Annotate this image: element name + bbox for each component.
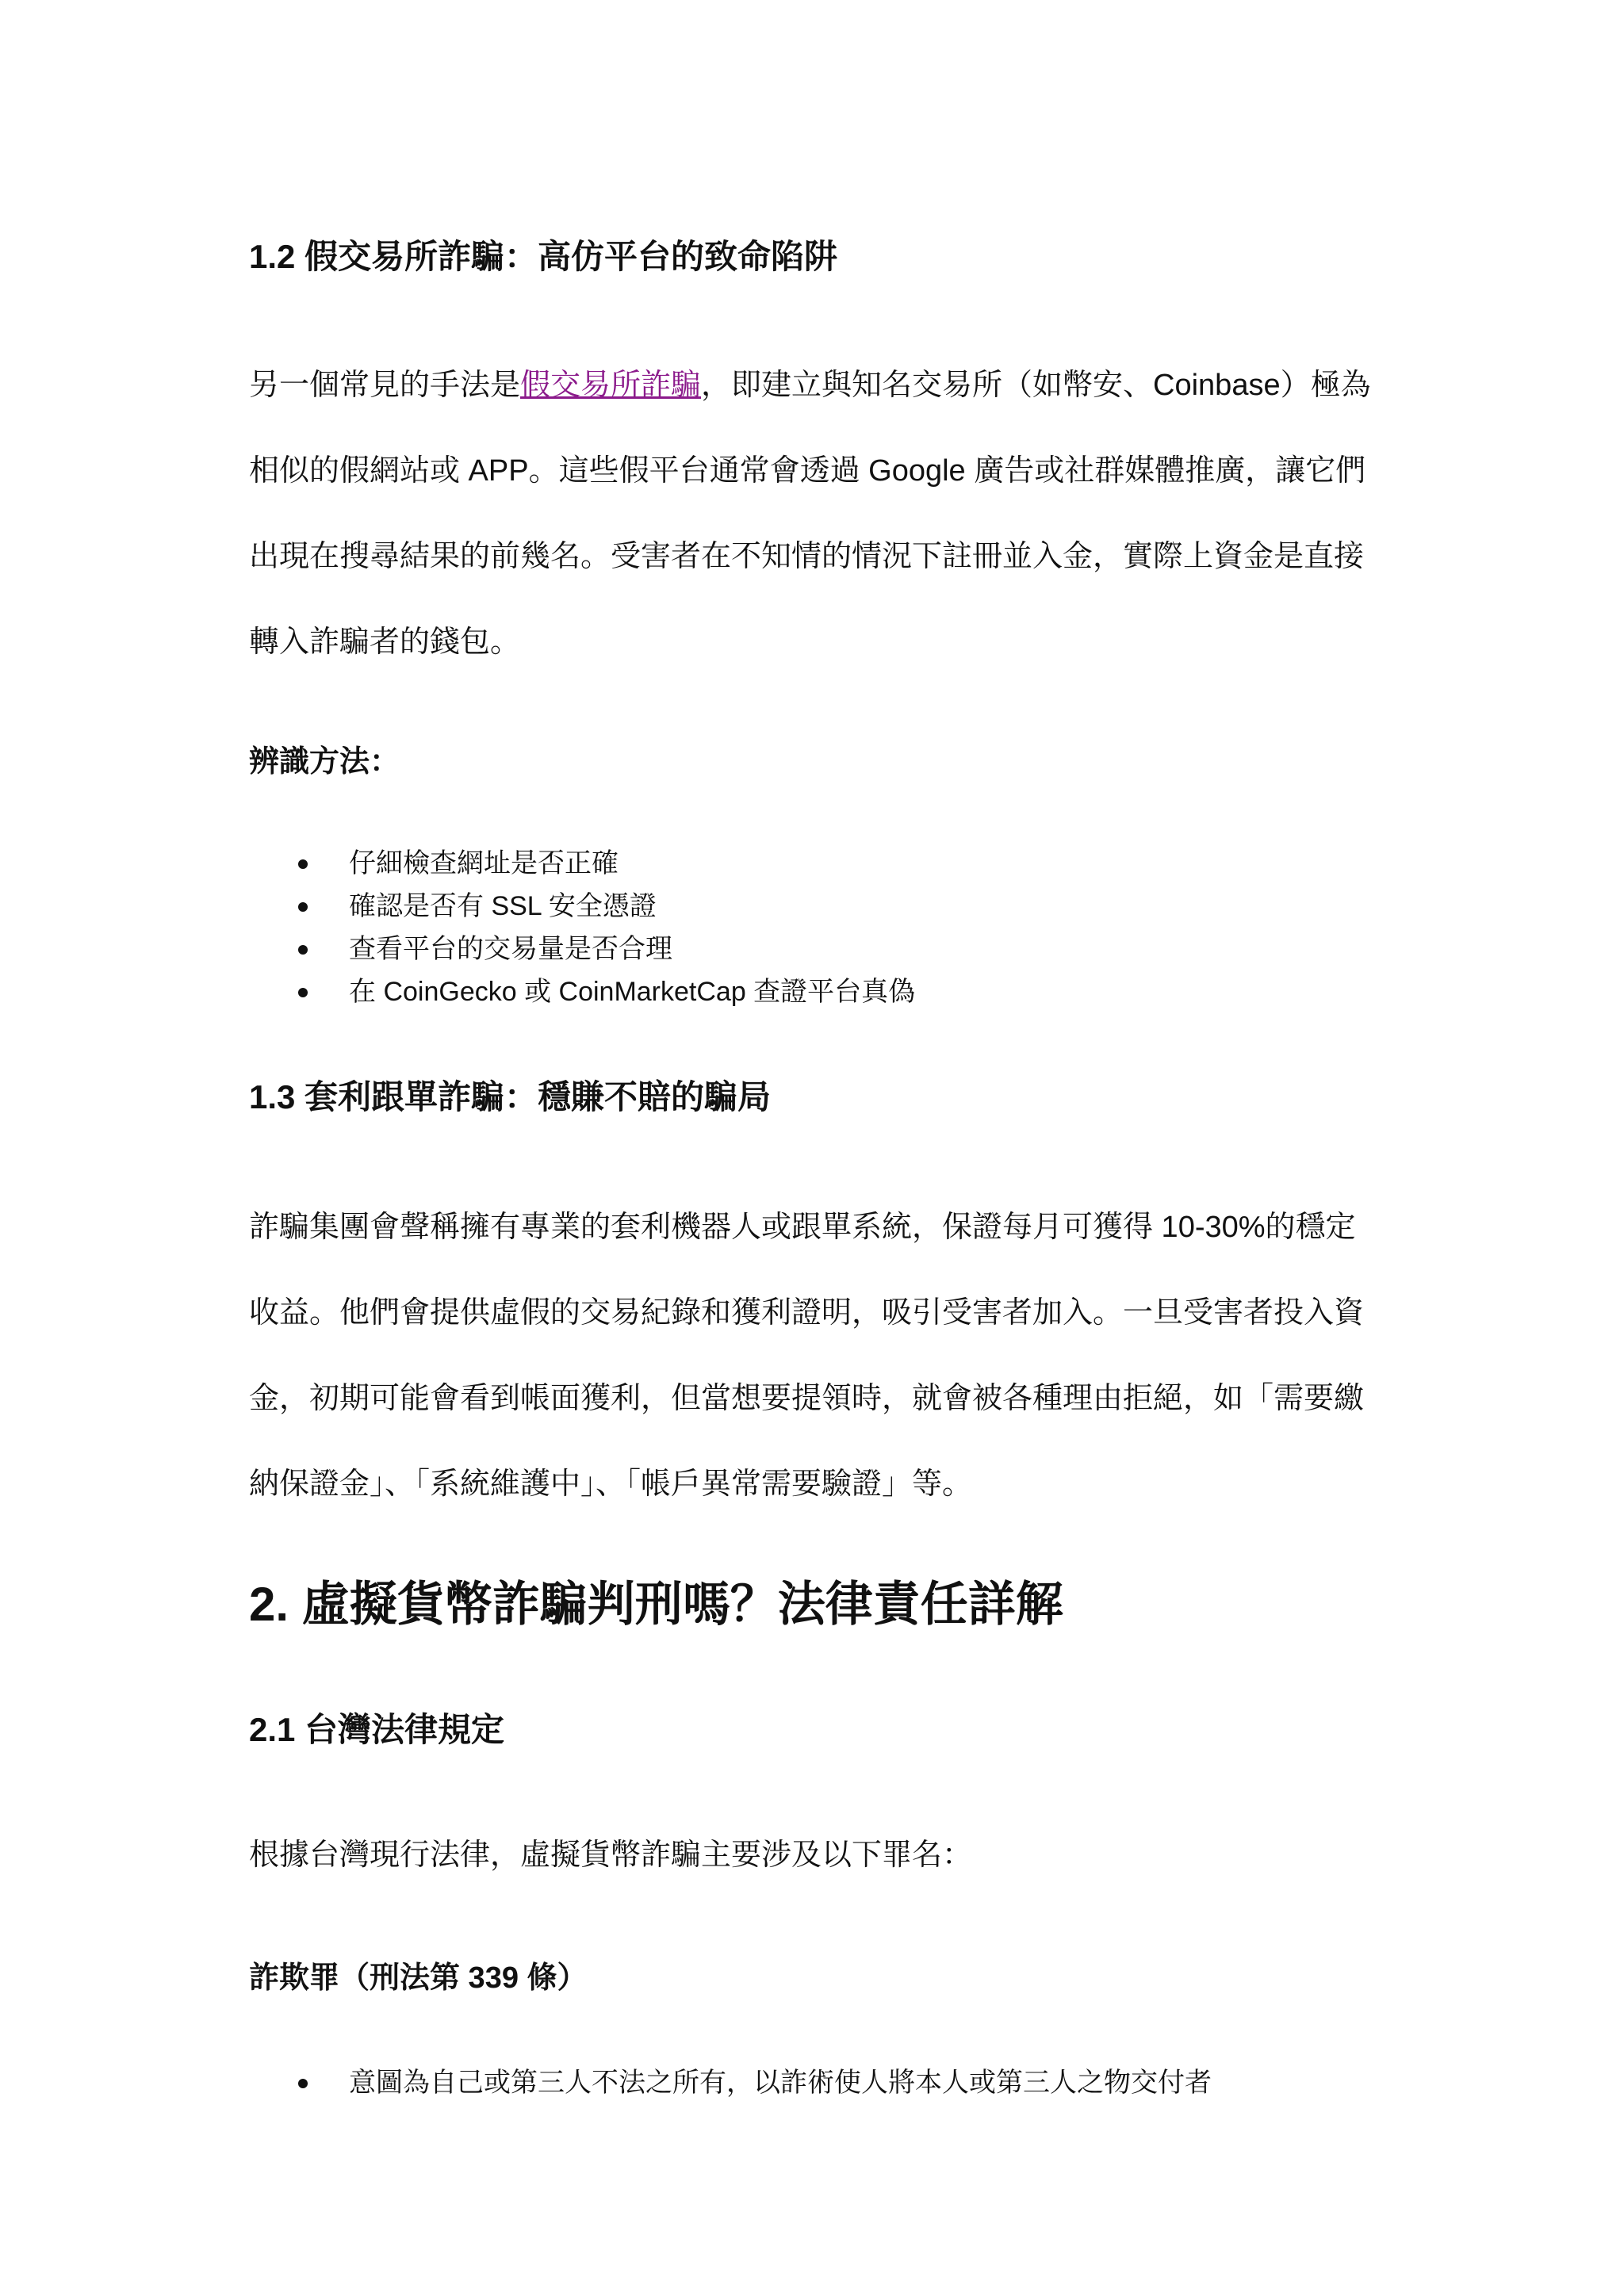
fraud-crime-list: [249, 2061, 1383, 2104]
bullet-icon: [298, 859, 308, 869]
list-item-text: 查看平台的交易量是否合理: [349, 934, 672, 964]
list-item-text: 確認是否有 SSL 安全憑證: [349, 891, 657, 921]
bullet-icon: [298, 988, 308, 997]
bullet-icon: [298, 902, 308, 912]
list-item: [249, 885, 1383, 928]
section-2-1-heading: 2.1 台灣法律規定: [249, 1711, 505, 1748]
bullet-icon: [298, 2079, 308, 2088]
section-1-3-paragraph: 詐騙集團會聲稱擁有專業的套利機器人或跟單系統，保證每月可獲得 10-30%的穩定收益。他們會提供虛假的交易紀錄和獲利證明，吸引受害者加入。一旦受害者投入資金，初期可能會看到帳面獲利，但當想要提領時，就會被各種理由拒絕，如「需要繳納保證金」、「系統維護中」、「帳戶異常需要驗證」等。: [249, 1211, 1365, 1501]
paragraph-text-after-link: ，即建立與知名交易所（如幣安、Coinbase）極為相似的假網站或 APP。這些假平台通常會透過 Google 廣告或社群媒體推廣，讓它們出現在搜尋結果的前幾名。受害者在不知情的情況下註冊並入金，實際上資金是直接轉入詐騙者的錢包。: [249, 369, 1371, 659]
list-item-text: 意圖為自己或第三人不法之所有，以詐術使人將本人或第三人之物交付者: [349, 2068, 1212, 2098]
section-1-2-heading: 1.2 假交易所詐騙：高仿平台的致命陷阱: [249, 238, 838, 275]
list-item: [249, 970, 1383, 1013]
identify-methods-list: [249, 842, 1383, 1013]
list-item: [249, 2061, 1383, 2104]
section-2-heading: 2. 虛擬貨幣詐騙判刑嗎？法律責任詳解: [249, 1578, 1063, 1631]
section-2-1-paragraph: 根據台灣現行法律，虛擬貨幣詐騙主要涉及以下罪名：: [249, 1839, 973, 1872]
list-item: [249, 928, 1383, 970]
bullet-icon: [298, 945, 308, 955]
list-item-text: 在 CoinGecko 或 CoinMarketCap 查證平台真偽: [349, 977, 916, 1007]
section-1-2-paragraph: [249, 342, 1383, 685]
paragraph-text-before-link: 另一個常見的手法是: [249, 369, 521, 402]
fake-exchange-fraud-link[interactable]: 假交易所詐騙: [520, 369, 702, 402]
list-item-text: 仔細檢查網址是否正確: [349, 848, 619, 878]
section-1-3-heading: 1.3 套利跟單詐騙：穩賺不賠的騙局: [249, 1078, 772, 1115]
fraud-crime-label: 詐欺罪（刑法第 339 條）: [249, 1961, 588, 1995]
identify-methods-label: 辨識方法：: [249, 745, 400, 779]
list-item: [249, 842, 1383, 885]
